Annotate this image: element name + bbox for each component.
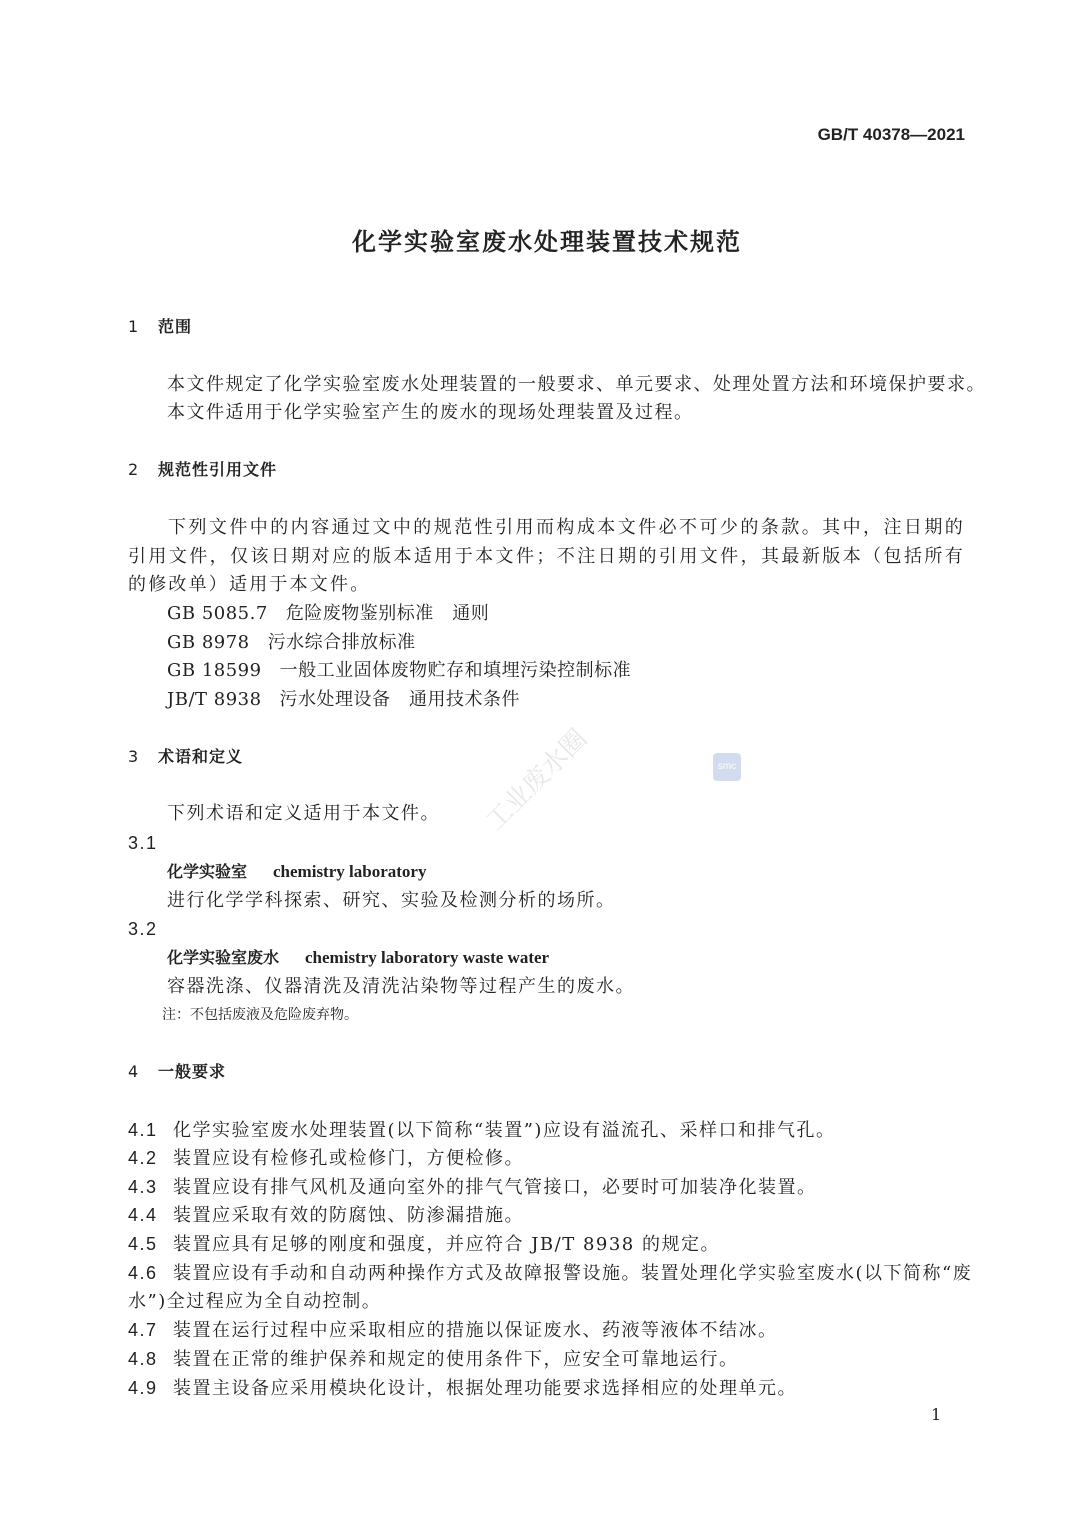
- requirement-item: [128, 1201, 524, 1230]
- requirement-item: [128, 1316, 778, 1345]
- term-en: chemistry laboratory: [273, 862, 427, 881]
- reference-name: 危险废物鉴别标准 通则: [285, 603, 490, 624]
- requirement-item: [128, 1374, 797, 1403]
- term-number: 3.1: [128, 833, 158, 853]
- requirement-item: [128, 1259, 972, 1288]
- section-title: 规范性引用文件: [158, 460, 278, 479]
- item-text: 装置应采取有效的防腐蚀、防渗漏措施。: [173, 1205, 524, 1226]
- term-definition: 容器洗涤、仪器清洗及清洗沾染物等过程产生的废水。: [167, 976, 635, 997]
- section-number: 4: [128, 1062, 140, 1081]
- item-text: 装置在运行过程中应采取相应的措施以保证废水、药液等液体不结冰。: [173, 1320, 778, 1341]
- term-number: 3.2: [128, 919, 158, 939]
- item-number: 4.8: [128, 1349, 158, 1369]
- item-text: 装置在正常的维护保养和规定的使用条件下，应安全可靠地运行。: [173, 1349, 739, 1370]
- scope-paragraph-1: 本文件规定了化学实验室废水处理装置的一般要求、单元要求、处理处置方法和环境保护要求。: [167, 374, 986, 395]
- item-text: 装置应设有手动和自动两种操作方式及故障报警设施。装置处理化学实验室废水(以下简称“废: [173, 1263, 973, 1284]
- requirement-item: [128, 1173, 817, 1202]
- section-title: 术语和定义: [158, 747, 244, 766]
- term-en: chemistry laboratory waste water: [305, 948, 550, 967]
- term-zh: 化学实验室废水: [167, 948, 280, 967]
- reference-item: [167, 686, 520, 714]
- reference-name: 一般工业固体废物贮存和填埋污染控制标准: [279, 660, 632, 681]
- section-3-heading: [128, 743, 243, 771]
- section-2-heading: [128, 456, 277, 484]
- term-heading: [167, 858, 426, 886]
- item-number: 4.1: [128, 1120, 158, 1140]
- reference-item: [167, 657, 631, 685]
- item-number: 4.6: [128, 1263, 158, 1283]
- item-text: 装置主设备应采用模块化设计，根据处理功能要求选择相应的处理单元。: [173, 1378, 797, 1399]
- section-4-heading: [128, 1058, 226, 1086]
- document-title: 化学实验室废水处理装置技术规范: [352, 228, 742, 256]
- reference-code: GB 8978: [167, 632, 250, 653]
- normative-references-paragraph: 下列文件中的内容通过文中的规范性引用而构成本文件必不可少的条款。其中，注日期的引用文件，仅该日期对应的版本适用于本文件；不注日期的引用文件，其最新版本（包括所有的修改单）适用于本文件。: [128, 517, 965, 596]
- requirement-item: [128, 1116, 835, 1145]
- requirement-item: [128, 1345, 739, 1374]
- terms-intro: 下列术语和定义适用于本文件。: [167, 803, 440, 824]
- item-number: 4.3: [128, 1177, 158, 1197]
- requirement-item: [128, 1230, 720, 1259]
- term-note: 注：不包括废液及危险废弃物。: [162, 1007, 358, 1023]
- item-text: 装置应设有排气风机及通向室外的排气气管接口，必要时可加装净化装置。: [173, 1177, 817, 1198]
- scope-paragraph-2: 本文件适用于化学实验室产生的废水的现场处理装置及过程。: [167, 402, 694, 423]
- section-1-heading: [128, 313, 192, 341]
- section-number: 1: [128, 317, 140, 336]
- term-zh: 化学实验室: [167, 862, 248, 881]
- section-title: 一般要求: [158, 1062, 227, 1081]
- page-number: 1: [931, 1405, 942, 1424]
- section-number: 3: [128, 747, 140, 766]
- reference-name: 污水综合排放标准: [267, 632, 416, 653]
- section-number: 2: [128, 460, 140, 479]
- reference-code: JB/T 8938: [167, 689, 262, 710]
- reference-code: GB 18599: [167, 660, 262, 681]
- item-number: 4.2: [128, 1148, 158, 1168]
- watermark-text: 工业废水圈: [480, 723, 594, 837]
- term-heading: [167, 944, 549, 972]
- item-text: 化学实验室废水处理装置(以下简称“装置”)应设有溢流孔、采样口和排气孔。: [173, 1120, 836, 1141]
- item-text: 装置应具有足够的刚度和强度，并应符合 JB/T 8938 的规定。: [173, 1234, 720, 1255]
- requirement-item-continuation: 水”)全过程应为全自动控制。: [128, 1291, 382, 1312]
- watermark-logo: smc: [713, 753, 741, 781]
- section-title: 范围: [158, 317, 193, 336]
- requirement-item: [128, 1144, 524, 1173]
- item-number: 4.7: [128, 1320, 158, 1340]
- term-definition: 进行化学学科探索、研究、实验及检测分析的场所。: [167, 890, 616, 911]
- item-number: 4.5: [128, 1234, 158, 1254]
- reference-code: GB 5085.7: [167, 603, 268, 624]
- standard-number: GB/T 40378—2021: [817, 125, 965, 144]
- item-number: 4.4: [128, 1205, 158, 1225]
- reference-item: [167, 629, 416, 657]
- reference-name: 污水处理设备 通用技术条件: [279, 689, 521, 710]
- reference-item: [167, 600, 489, 628]
- item-text: 装置应设有检修孔或检修门，方便检修。: [173, 1148, 524, 1169]
- item-number: 4.9: [128, 1378, 158, 1398]
